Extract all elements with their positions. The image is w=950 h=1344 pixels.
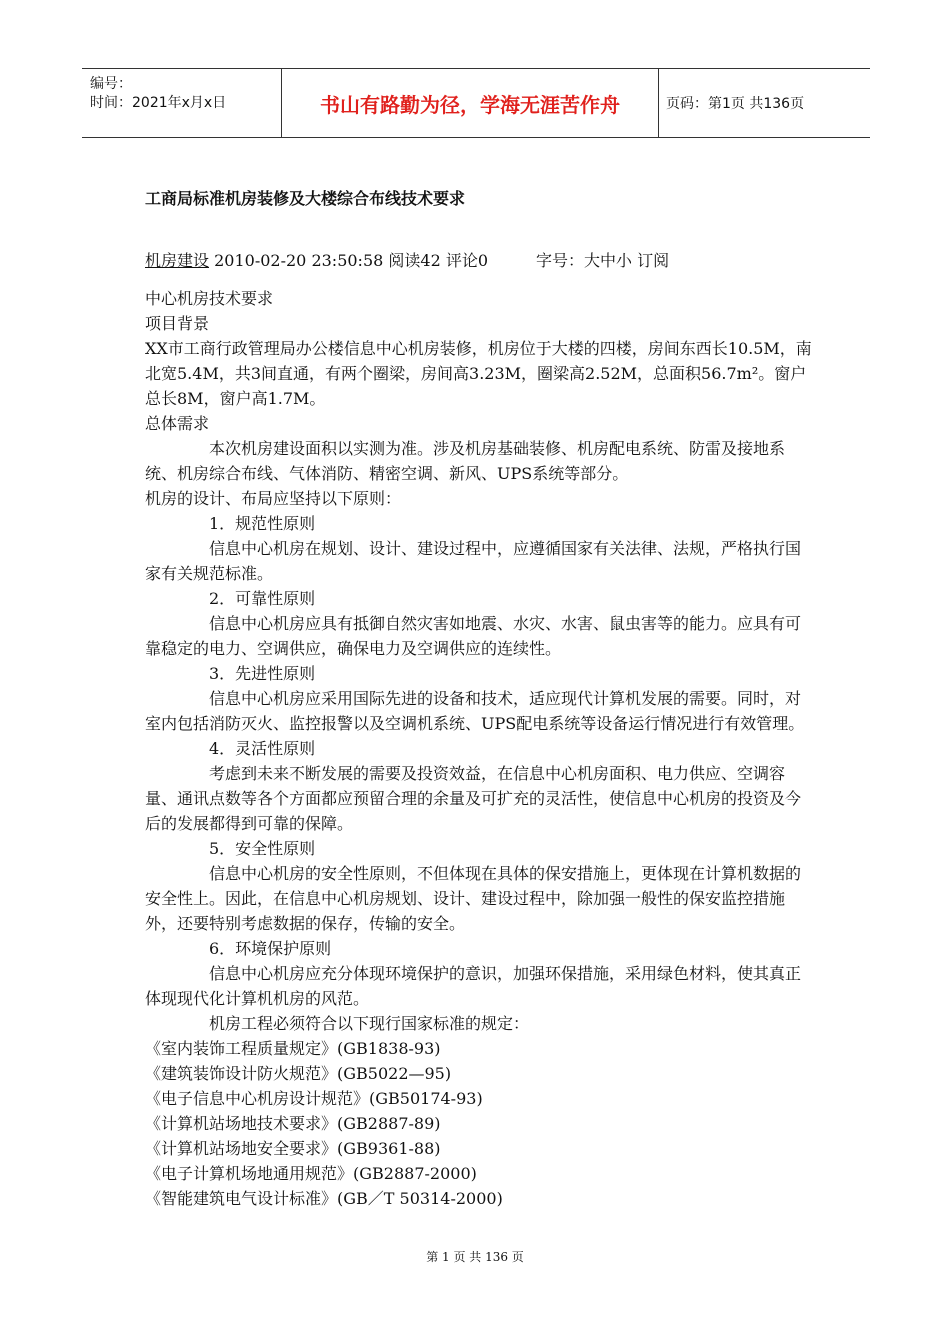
meta-text: 2010-02-20 23:50:58 阅读42 评论0 bbox=[209, 251, 489, 270]
page-footer: 第 1 页 共 136 页 bbox=[426, 1250, 524, 1264]
paragraph: 《建筑装饰设计防火规范》(GB5022—95) bbox=[145, 1064, 452, 1083]
paragraph: 《计算机站场地安全要求》(GB9361-88) bbox=[145, 1139, 441, 1158]
document-body bbox=[145, 286, 815, 1211]
paragraph: 《电子信息中心机房设计规范》(GB50174-93) bbox=[145, 1089, 483, 1108]
document-title: 工商局标准机房装修及大楼综合布线技术要求 bbox=[145, 189, 466, 208]
paragraph: 5．安全性原则 bbox=[209, 839, 316, 858]
motto: 书山有路勤为径，学海无涯苦作舟 bbox=[282, 69, 659, 137]
paragraph: 3．先进性原则 bbox=[209, 664, 316, 683]
category-link[interactable]: 机房建设 bbox=[145, 251, 210, 270]
paragraph: 中心机房技术要求 bbox=[145, 289, 274, 308]
paragraph: 信息中心机房应充分体现环境保护的意识，加强环保措施，采用绿色材料，使其真正体现现代化计算机机房的风范。 bbox=[145, 964, 802, 1008]
paragraph: 6．环境保护原则 bbox=[209, 939, 332, 958]
paragraph: 《智能建筑电气设计标准》(GB／T 50314-2000) bbox=[145, 1189, 503, 1208]
header-info bbox=[82, 69, 282, 137]
paragraph: 项目背景 bbox=[145, 314, 210, 333]
paragraph: 《计算机站场地技术要求》(GB2887-89) bbox=[145, 1114, 441, 1133]
paragraph: 总体需求 bbox=[145, 414, 210, 433]
number-label: 编号： bbox=[90, 76, 132, 92]
paragraph: 信息中心机房应具有抵御自然灾害如地震、水灾、水害、鼠虫害等的能力。应具有可靠稳定的电力、空调供应，确保电力及空调供应的连续性。 bbox=[145, 614, 802, 658]
time-label: 时间：2021年x月x日 bbox=[90, 95, 227, 111]
page-label: 页码：第1页 共136页 bbox=[666, 96, 805, 112]
article-meta bbox=[145, 248, 669, 271]
paragraph: 1．规范性原则 bbox=[209, 514, 316, 533]
paragraph: 2．可靠性原则 bbox=[209, 589, 316, 608]
paragraph: 《室内装饰工程质量规定》(GB1838-93) bbox=[145, 1039, 441, 1058]
paragraph: 机房的设计、布局应坚持以下原则： bbox=[145, 489, 402, 508]
paragraph: 信息中心机房在规划、设计、建设过程中，应遵循国家有关法律、法规，严格执行国家有关规范标准。 bbox=[145, 539, 802, 583]
paragraph: 本次机房建设面积以实测为准。涉及机房基础装修、机房配电系统、防雷及接地系统、机房综合布线、气体消防、精密空调、新风、UPS系统等部分。 bbox=[145, 439, 786, 483]
font-size-options[interactable]: 字号：大中小 订阅 bbox=[536, 251, 670, 270]
page-header bbox=[82, 68, 870, 138]
paragraph: 4．灵活性原则 bbox=[209, 739, 316, 758]
paragraph: XX市工商行政管理局办公楼信息中心机房装修，机房位于大楼的四楼，房间东西长10.5M，南北宽5.4M，共3间直通，有两个圈梁，房间高3.23M，圈梁高2.52M，总面积56.7m²。窗户总长8M，窗户高1.7M。 bbox=[145, 339, 812, 408]
paragraph: 信息中心机房应采用国际先进的设备和技术，适应现代计算机发展的需要。同时，对室内包括消防灭火、监控报警以及空调机系统、UPS配电系统等设备运行情况进行有效管理。 bbox=[145, 689, 805, 733]
paragraph: 信息中心机房的安全性原则，不但体现在具体的保安措施上，更体现在计算机数据的安全性上。因此，在信息中心机房规划、设计、建设过程中，除加强一般性的保安监控措施外，还要特别考虑数据的保存，传输的安全。 bbox=[145, 864, 802, 933]
paragraph: 《电子计算机场地通用规范》(GB2887-2000) bbox=[145, 1164, 477, 1183]
paragraph: 考虑到未来不断发展的需要及投资效益，在信息中心机房面积、电力供应、空调容量、通讯点数等各个方面都应预留合理的余量及可扩充的灵活性，使信息中心机房的投资及今后的发展都得到可靠的保障。 bbox=[145, 764, 802, 833]
paragraph: 机房工程必须符合以下现行国家标准的规定： bbox=[209, 1014, 530, 1033]
